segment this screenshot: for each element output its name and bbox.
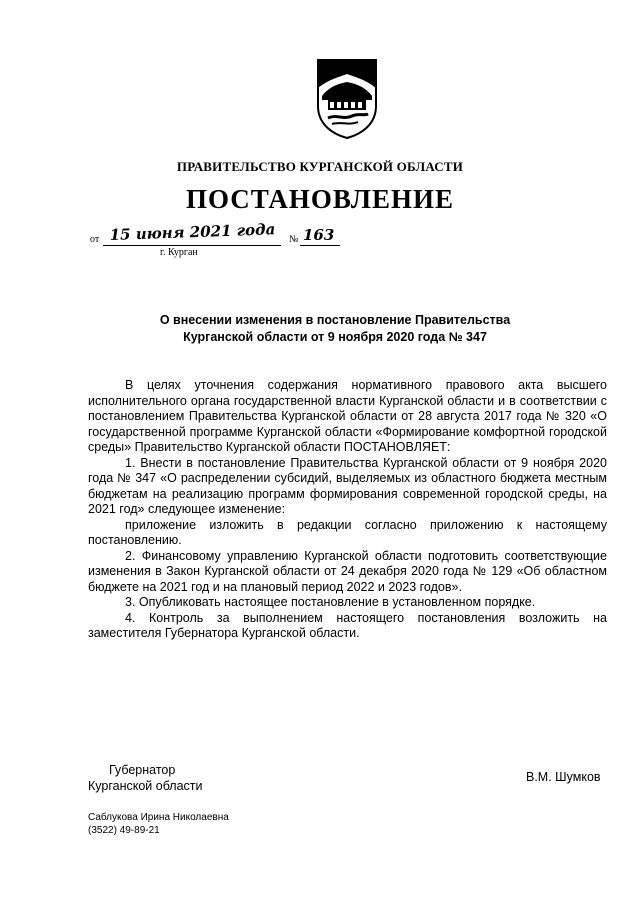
handwritten-number: 163 [303,226,335,244]
handwritten-date: 15 июня 2021 года [109,220,276,244]
body-paragraph: 2. Финансовому управлению Курганской области подготовить соответствующие изменения в Закон Курганской области от 24 декабря 2020 года № 129 «Об областном бюджете на 2021 год и на плановый период 2022 и 2023 годов». [88,548,607,594]
city-label: г. Курган [160,247,198,258]
body-paragraph: 4. Контроль за выполнением настоящего постановления возложить на заместителя Губернатора Курганской области. [88,610,607,640]
body-paragraph: В целях уточнения содержания нормативного правового акта высшего исполнительного органа государственной власти Курганской области и в соответствии с постановлением Правительства Курганской области от 28 августа 2017 года № 320 «О государственной программе Курганской области «Формирование комфортной городской среды» Правительство Курганской области ПОСТАНОВЛЯЕТ: [88,378,607,454]
document-type: ПОСТАНОВЛЕНИЕ [185,184,455,214]
date-underline [103,245,281,246]
title-line: Курганской области от 9 ноября 2020 года № 347 [183,330,487,344]
body-paragraph: 3. Опубликовать настоящее постановление в установленном порядке. [125,595,536,609]
document-title [100,312,570,346]
title-line: О внесении изменения в постановление Правительства [159,313,511,327]
executor-info [88,811,229,837]
document-body [88,378,607,642]
signatory-title: Губернатор [109,763,176,777]
body-paragraph: приложение изложить в редакции согласно приложению к настоящему постановлению. [88,517,607,547]
executor-phone: (3522) 49-89-21 [88,825,160,836]
signatory-position [88,762,203,794]
number-label: № [289,234,299,245]
organization-name: ПРАВИТЕЛЬСТВО КУРГАНСКОЙ ОБЛАСТИ [176,159,464,174]
executor-name: Саблукова Ирина Николаевна [88,812,229,823]
signatory-region: Курганской области [88,779,203,793]
body-paragraph: 1. Внести в постановление Правительства Курганской области от 9 ноября 2020 года № 347 «О распределении субсидий, выделяемых из областного бюджета местным бюджетам на реализацию программ формирования современной городской среды, на 2021 год» следующее изменение: [88,455,607,516]
coat-of-arms-emblem [314,58,380,140]
date-prefix-label: от [90,234,100,245]
signatory-name: В.М. Шумков [526,770,601,784]
number-underline [300,245,340,246]
